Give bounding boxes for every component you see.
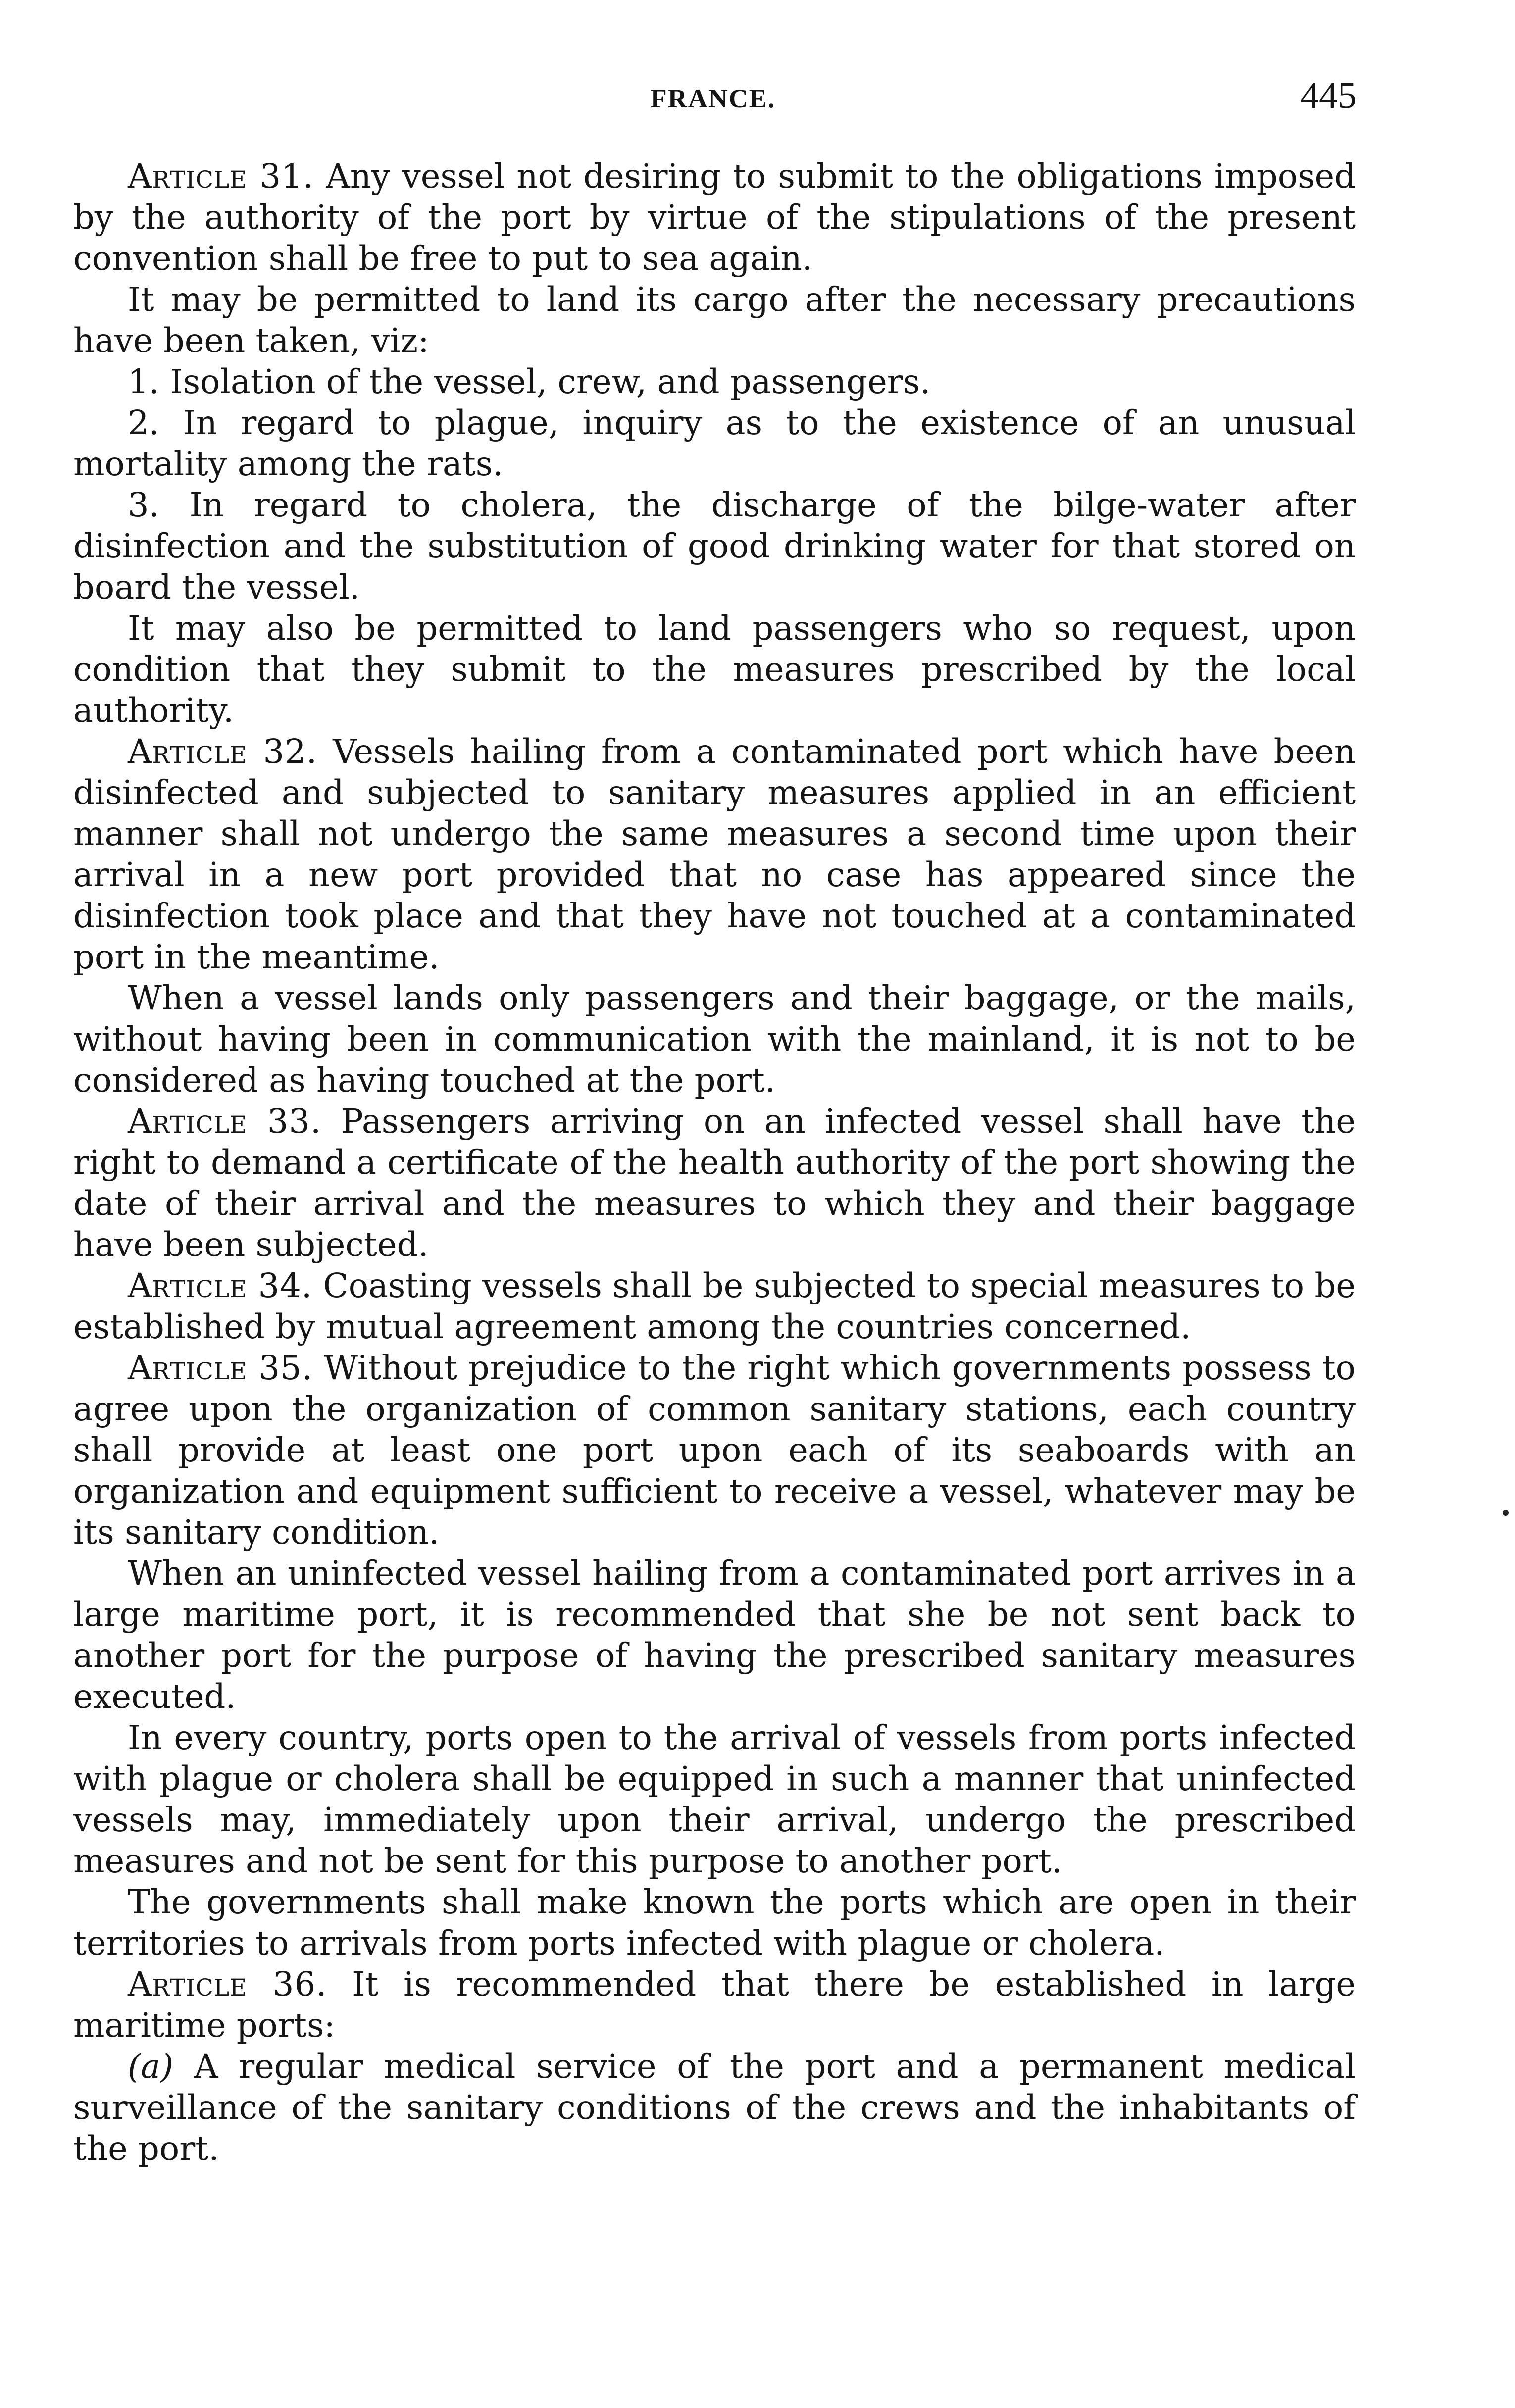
paragraph-text: Passengers arriving on an infected vessel shall have the right to demand a certificate of the health authority of the port showing the date of their arrival and the measures to which they and their baggage have been subjected. bbox=[73, 1102, 1356, 1264]
paragraph bbox=[73, 1717, 1356, 1882]
paragraph-text: It may be permitted to land its cargo after the necessary precautions have been taken, viz: bbox=[73, 280, 1356, 360]
article-label: Article 34. bbox=[128, 1266, 313, 1305]
running-header bbox=[69, 74, 1357, 119]
article-label: Article 31. bbox=[128, 157, 314, 196]
paragraph-article-33 bbox=[73, 1101, 1356, 1265]
paragraph-text: In every country, ports open to the arrival of vessels from ports infected with plague or cholera shall be equipped in such a manner that uninfected vessels may, immediately upon their arrival, undergo the prescribed measures and not be sent for this purpose to another port. bbox=[73, 1718, 1356, 1880]
paragraph bbox=[73, 279, 1356, 361]
paragraph-text: A regular medical service of the port and a permanent medical surveillance of the sanitary conditions of the crews and the inhabitants of the port. bbox=[73, 2047, 1356, 2168]
paragraph-text: 1. Isolation of the vessel, crew, and passengers. bbox=[128, 362, 931, 401]
paragraph-text: When a vessel lands only passengers and their baggage, or the mails, without having been in communication with the mainland, it is not to be considered as having touched at the port. bbox=[73, 979, 1356, 1100]
paragraph-article-34 bbox=[73, 1265, 1356, 1348]
running-title: FRANCE. bbox=[650, 84, 776, 113]
body-text bbox=[73, 156, 1356, 2169]
item-label: (a) bbox=[128, 2047, 174, 2086]
paragraph-text: Any vessel not desiring to submit to the obligations imposed by the authority of the port by virtue of the stipulations of the present convention shall be free to put to sea again. bbox=[73, 157, 1356, 278]
paragraph-text: The governments shall make known the ports which are open in their territories to arrivals from ports infected with plague or cholera. bbox=[73, 1883, 1356, 1962]
numbered-item-3 bbox=[73, 485, 1356, 608]
paragraph-text: Coasting vessels shall be subjected to special measures to be established by mutual agreement among the countries concerned. bbox=[73, 1266, 1356, 1346]
page-number: 445 bbox=[1300, 75, 1357, 116]
numbered-item-2 bbox=[73, 402, 1356, 485]
print-speck bbox=[1503, 1510, 1509, 1516]
paragraph-text: 2. In regard to plague, inquiry as to the existence of an unusual mortality among the rats. bbox=[73, 403, 1356, 483]
paragraph-article-31 bbox=[73, 156, 1356, 279]
paragraph-article-35 bbox=[73, 1348, 1356, 1553]
paragraph-text: It is recommended that there be established in large maritime ports: bbox=[73, 1965, 1356, 2045]
numbered-item-1 bbox=[73, 361, 1356, 402]
paragraph bbox=[73, 1882, 1356, 1964]
article-label: Article 32. bbox=[128, 732, 318, 771]
lettered-item-a bbox=[73, 2046, 1356, 2169]
article-label: Article 36. bbox=[128, 1965, 327, 2004]
paragraph bbox=[73, 1553, 1356, 1717]
paragraph-text: It may also be permitted to land passengers who so request, upon condition that they submit to the measures prescribed by the local authority. bbox=[73, 609, 1356, 730]
paragraph bbox=[73, 978, 1356, 1101]
paragraph-text: When an uninfected vessel hailing from a contaminated port arrives in a large maritime port, it is recommended that she be not sent back to another port for the purpose of having the prescribed sanitary measures executed. bbox=[73, 1554, 1356, 1716]
paragraph-article-32 bbox=[73, 731, 1356, 978]
paragraph bbox=[73, 608, 1356, 731]
paragraph-text: 3. In regard to cholera, the discharge of the bilge-water after disinfection and the substitution of good drinking water for that stored on board the vessel. bbox=[73, 486, 1356, 606]
article-label: Article 33. bbox=[128, 1102, 322, 1141]
paragraph-text: Vessels hailing from a contaminated port which have been disinfected and subjected to sanitary measures applied in an efficient manner shall not undergo the same measures a second time upon their arrival in a new port provided that no case has appeared since the disinfection took place and that they have not touched at a contaminated port in the meantime. bbox=[73, 732, 1356, 976]
paragraph-text: Without prejudice to the right which governments possess to agree upon the organization of common sanitary stations, each country shall provide at least one port upon each of its seaboards with an organization and equipment sufficient to receive a vessel, whatever may be its sanitary condition. bbox=[73, 1349, 1356, 1552]
article-label: Article 35. bbox=[128, 1349, 313, 1387]
paragraph-article-36 bbox=[73, 1964, 1356, 2046]
